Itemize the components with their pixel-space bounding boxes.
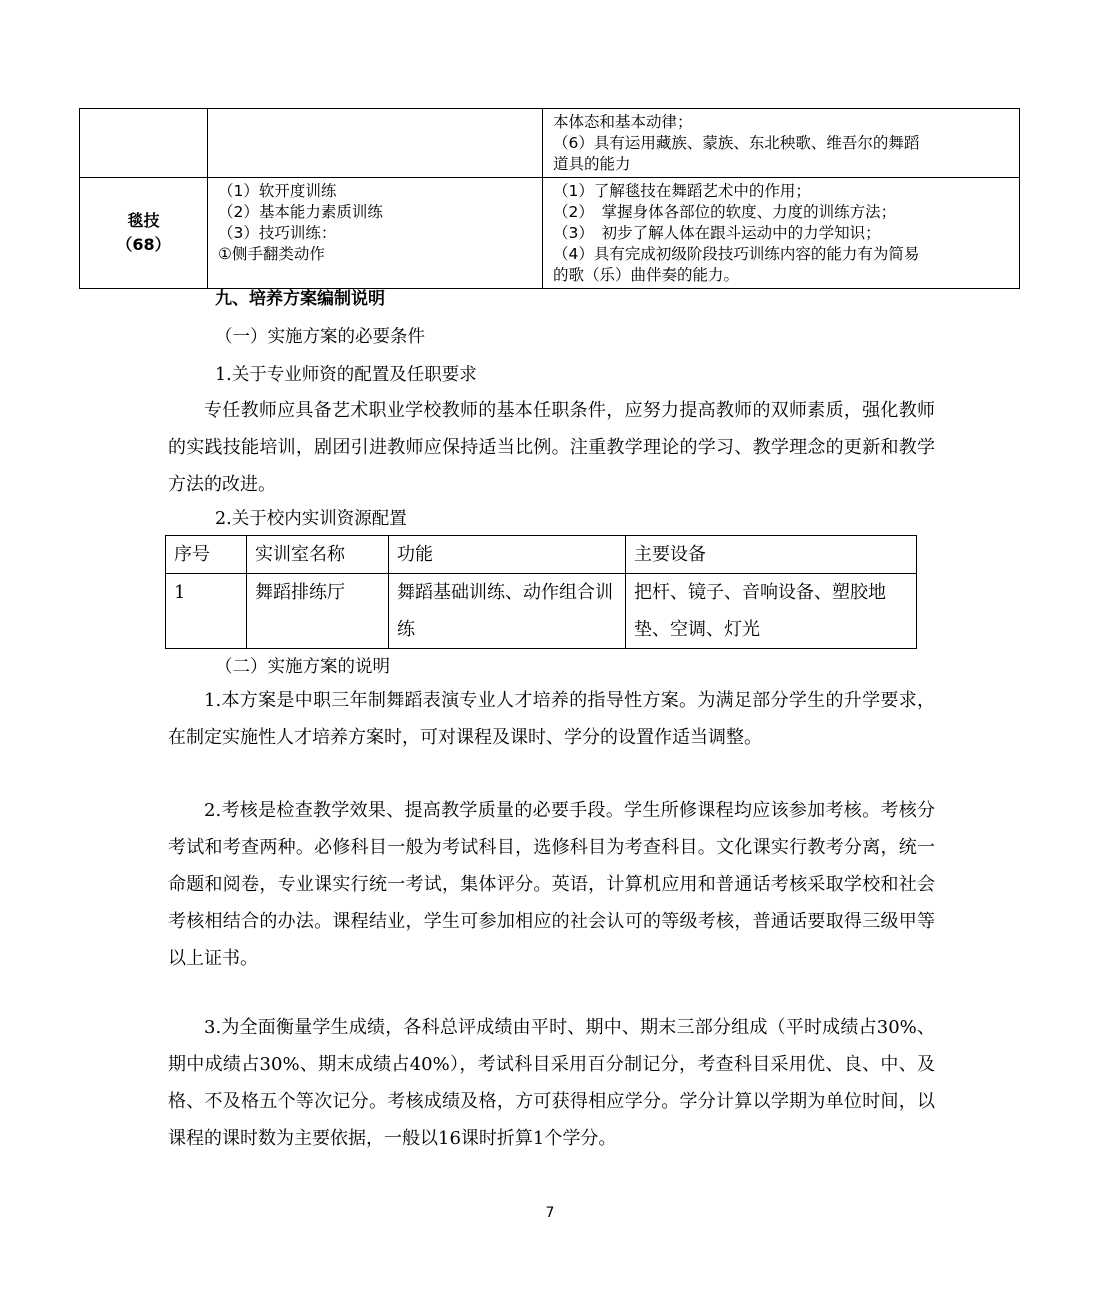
course-hours: （68）: [116, 235, 171, 254]
content-line: （3）技巧训练：: [218, 224, 337, 242]
training-room-table: [165, 535, 917, 649]
paragraph: 1.本方案是中职三年制舞蹈表演专业人才培养的指导性方案。为满足部分学生的升学要求，在制定实施性人才培养方案时，可对课程及课时、学分的设置作适当调整。: [168, 690, 935, 748]
paragraph: 3.为全面衡量学生成绩，各科总评成绩由平时、期中、期末三部分组成（平时成绩占30%、期中成绩占30%、期末成绩占40%），考试科目采用百分制记分，考查科目采用优、良、中、及格、不及格五个等次记分。考核成绩及格，方可获得相应学分。学分计算以学期为单位时间，以课程的课时数为主要依据，一般以16课时折算1个学分。: [168, 1017, 935, 1149]
requirement-line: （4）具有完成初级阶段技巧训练内容的能力有为简易: [553, 245, 920, 263]
item-heading: 1.关于专业师资的配置及任职要求: [215, 365, 477, 385]
subsection-heading: （一）实施方案的必要条件: [215, 327, 425, 347]
course-cell: [80, 109, 208, 178]
content-cell: [208, 178, 543, 289]
page-number: 7: [545, 1205, 555, 1221]
course-requirements-table: [79, 108, 1020, 289]
requirement-line: （2） 掌握身体各部位的软度、力度的训练方法；: [553, 203, 897, 221]
content-line: （1）软开度训练: [218, 182, 337, 200]
cell-name: 舞蹈排练厅: [247, 574, 389, 649]
section-heading: 九、培养方案编制说明: [215, 289, 385, 309]
cell-equipment: 把杆、镜子、音响设备、塑胶地垫、空调、灯光: [626, 574, 917, 649]
cell-function: 舞蹈基础训练、动作组合训练: [389, 574, 626, 649]
requirement-line: （6）具有运用藏族、蒙族、东北秧歌、维吾尔的舞蹈: [553, 134, 920, 152]
paragraph: 2.考核是检查教学效果、提高教学质量的必要手段。学生所修课程均应该参加考核。考核分考试和考查两种。必修科目一般为考试科目，选修科目为考查科目。文化课实行教考分离，统一命题和阅卷，专业课实行统一考试，集体评分。英语，计算机应用和普通话考核采取学校和社会考核相结合的办法。课程结业，学生可参加相应的社会认可的等级考核，普通话要取得三级甲等以上证书。: [168, 800, 935, 969]
content-cell: [208, 109, 543, 178]
header-cell: 实训室名称: [247, 536, 389, 574]
content-line: ①侧手翻类动作: [218, 245, 325, 263]
paragraph: 专任教师应具备艺术职业学校教师的基本任职条件，应努力提高教师的双师素质，强化教师的实践技能培训，剧团引进教师应保持适当比例。注重教学理论的学习、教学理念的更新和教学方法的改进。: [168, 400, 935, 495]
course-cell: [80, 178, 208, 289]
header-cell: 主要设备: [626, 536, 917, 574]
requirement-line: 本体态和基本动律；: [553, 113, 693, 131]
item-heading: 2.关于校内实训资源配置: [215, 509, 407, 529]
requirement-line: （3） 初步了解人体在跟斗运动中的力学知识；: [553, 224, 881, 242]
cell-no: 1: [166, 574, 247, 649]
requirement-cell: [543, 178, 1020, 289]
header-cell: 序号: [166, 536, 247, 574]
requirement-cell: [543, 109, 1020, 178]
subsection-heading: （二）实施方案的说明: [215, 657, 390, 677]
course-name: 毯技: [127, 211, 160, 230]
table-row: [80, 178, 1020, 289]
header-cell: 功能: [389, 536, 626, 574]
table-row: [80, 109, 1020, 178]
requirement-line: 的歌（乐）曲伴奏的能力。: [553, 266, 740, 284]
content-line: （2）基本能力素质训练: [218, 203, 383, 221]
table-row: [166, 574, 917, 649]
requirement-line: 道具的能力: [553, 155, 631, 173]
requirement-line: （1）了解毯技在舞蹈艺术中的作用；: [553, 182, 811, 200]
table-header-row: [166, 536, 917, 574]
